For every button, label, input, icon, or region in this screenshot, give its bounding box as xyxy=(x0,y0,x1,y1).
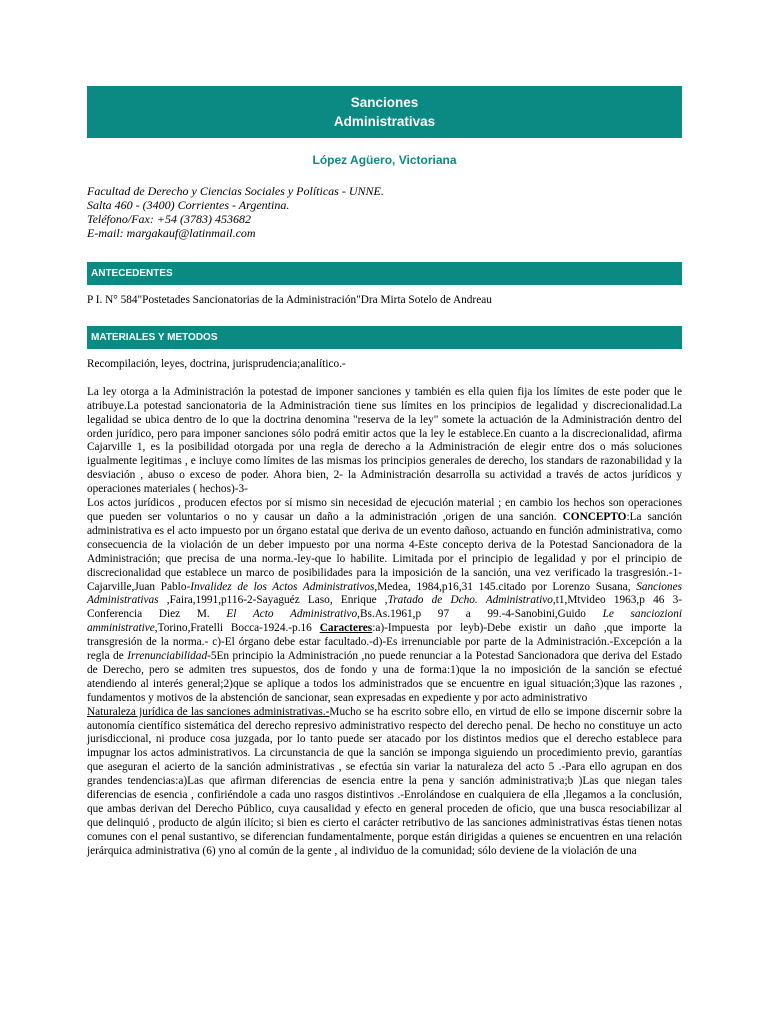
affiliation-email: E-mail: margakauf@latinmail.com xyxy=(87,226,256,240)
reference-title: Sanciones Administrativas xyxy=(87,580,682,607)
body-paragraph-1: La ley otorga a la Administración la potestad de imponer sanciones y también es ella quien fija los límites de este poder que le atribuye.La potestad sancionatoria de la Administración tiene sus límites en los principios de legalidad y discrecionalidad.La legalidad se ubica dentro de lo que la doctrina denomina "reserva de la ley" somete la actuación de la Administración dentro del orden jurídico, pero para imponer sanciones sólo podrá emitir actos que la ley le establece.En cuanto a la discrecionalidad, afirma Cajarville 1, es la posibilidad otorgada por una regla de derecho a la Administración de elegir entre dos o más soluciones igualmente legitimas , e incluye como límites de las mismas los principios generales de derecho, los standars de razonabilidad y la desviación , abuso o exceso de poder. Ahora bien, 2- la Administración desarrolla su actividad a través de actos jurídicos y operaciones materiales ( hechos)-3- xyxy=(87,385,682,496)
reference-title: El Acto Administrativo xyxy=(226,608,358,621)
body-paragraph-2 xyxy=(87,497,682,706)
p2-text: ,Torino,Fratelli Bocca-1924.-p.16 xyxy=(154,622,320,635)
caracteres-label: Caracteres xyxy=(319,622,373,635)
materiales-intro: Recompilación, leyes, doctrina, jurisprudencia;analítico.- xyxy=(87,357,346,370)
p2-text: ,Medea, 1984,p16,31 145.citado por Lorenzo Susana, xyxy=(374,580,637,593)
affiliation-line: Teléfono/Fax: +54 (3783) 453682 xyxy=(87,212,251,226)
p2-text: :La sanción administrativa es el acto impuesto por un órgano estatal que deriva de un evento dañoso, actuando en función administrativa, como consecuencia de la violación de un deber impuesto por una norma 4-Este concepto deriva de la Potestad Sancionadora de la Administración; que precisa de una norma.-ley-que lo habilite. Limitada por el principio de legalidad y por el principio de discrecionalidad que establece un marco de posibilidades para la imposición de la sanción, una vez verificado la trasgresión.-1-Cajarville,Juan Pablo- xyxy=(87,510,682,593)
body-paragraph-3 xyxy=(87,706,682,859)
p2-text: ,Bs.As.1961,p 97 a 99.-4-Sanobini,Guido xyxy=(357,608,603,621)
paper-page xyxy=(87,86,682,859)
affiliation-block xyxy=(87,184,682,240)
antecedentes-text: P I. N° 584"Postetades Sancionatorias de la Administración"Dra Mirta Sotelo de Andreau xyxy=(87,294,492,306)
p2-text: ,Faira,1991,p116-2-Sayaguéz Laso, Enrique , xyxy=(158,594,388,607)
irrenunciabilidad-term: Irrenunciabilidad xyxy=(127,650,208,663)
title-line-2: Administrativas xyxy=(333,114,436,129)
concepto-label: CONCEPTO xyxy=(562,510,627,523)
p2-start: Los actos jurídicos , producen efectos por sí mismo sin necesidad de ejecución material ; en cambio los hechos son operaciones que pueden ser voluntarios o no y causar un daño a la administración ,origen de una sanción. xyxy=(87,497,682,523)
p2-text: ,t1,Mtvideo 1963,p 46 3-Conferencia Diez M. xyxy=(87,594,682,621)
p2-text: -5En principio la Administración ,no puede renunciar a la Potestad Sancionadora que deriva del Estado de Derecho, pero se admiten tres supuestos, dos de fondo y una de forma:1)que la no imposición de la sanción se efectué atendiendo al interés general;2)que se aplique a todos los administrados que se encuentre en igual situación;3)que las razones , fundamentos y motivos de la abstención de sancionar, sean expresadas en expediente y por acto administrativo xyxy=(87,650,682,704)
p3-text: Mucho se ha escrito sobre ello, en virtud de ello se impone discernir sobre la autonomía científico sistemática del derecho represivo administrativo respecto del derecho penal. De hecho no constituye un acto jurisdiccional, ni produce cosa juzgada, por lo tanto puede ser atacado por los distintos medios que el derecho establece para impugnar los actos administrativos. La circunstancia de que la sanción se imponga siguiendo un procedimiento previo, garantías que aseguran el acierto de la sanción administrativas , se efectúa sin variar la naturaleza del acto 5 .-Para ello agrupan en dos grandes tendencias:a)Las que afirman diferencias de esencia entre la pena y sanción administrativa;b )Las que niegan tales diferencias de esencia , confiriéndole a cada uno rasgos distintivos .-Enrolándose en cualquiera de ella ,llegamos a la conclusión, que ambas derivan del Derecho Público, cuya causalidad y efecto en general proceden de oficio, que una busca resociabilizar al que delinquió , producto de algún ilícito; si bien es cierto el carácter retributivo de las sanciones administrativas éstas tienen notas comunes con el penal sustantivo, se diferencian fundamentalmente, porque están dirigidas a quienes se encuentren en una relación jerárquica administrativa (6) yno al común de la gente , al individuo de la comunidad; sólo deviene de la violación de una xyxy=(87,705,682,857)
reference-title: Le sanciozioni amministrative xyxy=(87,608,682,635)
section-heading-antecedentes: ANTECEDENTES xyxy=(87,262,682,285)
affiliation-line: Facultad de Derecho y Ciencias Sociales y Políticas - UNNE. xyxy=(87,184,384,198)
reference-title: Invalidez de los Actos Administrativos xyxy=(190,580,375,593)
title-line-1: Sanciones xyxy=(350,95,419,110)
affiliation-line: Salta 460 - (3400) Corrientes - Argentina. xyxy=(87,198,290,212)
author-name: López Agüero, Victoriana xyxy=(312,153,457,167)
title-banner xyxy=(87,86,682,138)
naturaleza-heading: Naturaleza jurídica de las sanciones administrativas.- xyxy=(87,705,330,718)
p2-text: :a)-Impuesta por leyb)-Debe existir un daño ,que importe la transgresión de la norma.- c)-El órgano debe estar facultado.-d)-Es irrenunciable por parte de la Administración.-Excepción a la regla de xyxy=(87,622,683,663)
section-heading-materiales: MATERIALES Y METODOS xyxy=(87,326,682,349)
reference-title: Tratado de Dcho. Administrativo xyxy=(387,594,553,607)
